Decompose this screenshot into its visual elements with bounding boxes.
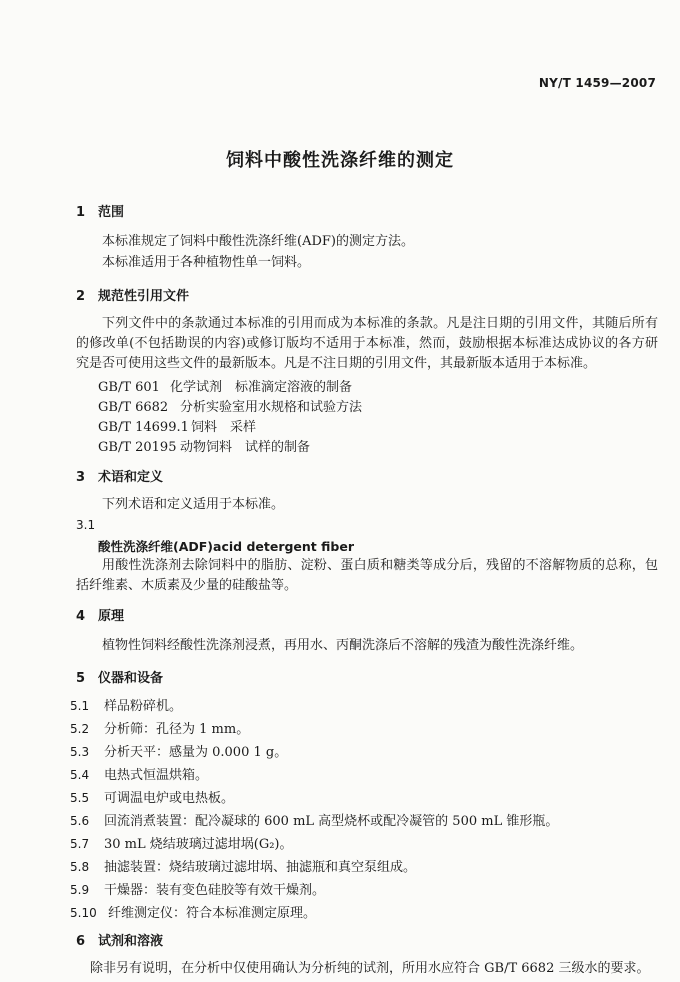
equipment-item [70, 764, 208, 783]
item-text: 回流消煮装置：配冷凝球的 600 mL 高型烧杯或配冷凝管的 500 mL 锥形瓶。 [104, 814, 559, 829]
equipment-item [70, 718, 249, 737]
term-heading: 酸性洗涤纤维(ADF)acid detergent fiber [98, 539, 354, 554]
equipment-item [70, 741, 287, 760]
subsection-number: 3.1 [76, 518, 96, 532]
section-5-heading [76, 667, 163, 686]
item-number: 5.9 [70, 883, 90, 897]
item-text: 抽滤装置：烧结玻璃过滤坩埚、抽滤瓶和真空泵组成。 [104, 860, 417, 875]
equipment-item [70, 833, 293, 852]
section-title: 试剂和溶液 [98, 934, 164, 949]
reagents-line: 除非另有说明，在分析中仅使用确认为分析纯的试剂，所用水应符合 GB/T 6682 三级水的要求。 [90, 961, 650, 976]
reference-code: GB/T 14699.1 [98, 420, 189, 435]
section-1-heading [76, 201, 124, 220]
normative-references-paragraph: 下列文件中的条款通过本标准的引用而成为本标准的条款。凡是注日期的引用文件，其随后所有的修改单(不包括勘误的内容)或修订版均不适用于本标准，然而，鼓励根据本标准达成协议的各方研究是否可使用这些文件的最新版本。凡是不注日期的引用文件，其最新版本适用于本标准。 [76, 316, 658, 371]
reference-item [98, 416, 256, 435]
reference-code: GB/T 20195 [98, 440, 177, 455]
item-text: 干燥器：装有变色硅胶等有效干燥剂。 [104, 883, 326, 898]
terms-intro-line: 下列术语和定义适用于本标准。 [102, 497, 285, 512]
item-text: 样品粉碎机。 [104, 699, 183, 714]
reference-code: GB/T 6682 [98, 400, 169, 415]
section-title: 范围 [98, 205, 125, 220]
item-text: 30 mL 烧结玻璃过滤坩埚(G₂)。 [104, 837, 293, 852]
section-number: 1 [76, 205, 86, 220]
item-number: 5.4 [70, 768, 90, 782]
equipment-item [70, 810, 558, 829]
scope-line-2: 本标准适用于各种植物性单一饲料。 [102, 255, 311, 270]
reference-name: 动物饲料 试样的制备 [180, 440, 311, 455]
reference-item [98, 376, 352, 395]
section-3-heading [76, 466, 163, 485]
equipment-item [70, 695, 182, 714]
section-number: 5 [76, 671, 86, 686]
item-number: 5.2 [70, 722, 90, 736]
reference-code: GB/T 601 [98, 380, 160, 395]
section-title: 术语和定义 [98, 470, 164, 485]
section-6-heading [76, 930, 163, 949]
item-number: 5.5 [70, 791, 90, 805]
equipment-item [70, 879, 325, 898]
reference-name: 化学试剂 标准滴定溶液的制备 [170, 380, 353, 395]
item-number: 5.8 [70, 860, 90, 874]
scope-line-1: 本标准规定了饲料中酸性洗涤纤维(ADF)的测定方法。 [102, 234, 414, 249]
standard-code: NY/T 1459—2007 [538, 76, 656, 90]
reference-item [98, 396, 362, 415]
item-number: 5.1 [70, 699, 90, 713]
reference-item [98, 436, 310, 455]
section-title: 规范性引用文件 [98, 289, 190, 304]
section-number: 4 [76, 609, 86, 624]
section-number: 6 [76, 934, 86, 949]
reference-name: 分析实验室用水规格和试验方法 [180, 400, 363, 415]
equipment-item [70, 856, 416, 875]
section-number: 3 [76, 470, 86, 485]
item-number: 5.3 [70, 745, 90, 759]
section-number: 2 [76, 289, 86, 304]
item-number: 5.10 [70, 906, 97, 920]
item-text: 电热式恒温烘箱。 [104, 768, 209, 783]
reference-name: 饲料 采样 [191, 420, 257, 435]
equipment-item [70, 902, 316, 921]
document-title: 饲料中酸性洗涤纤维的测定 [226, 150, 454, 171]
section-title: 仪器和设备 [98, 671, 164, 686]
item-text: 分析筛：孔径为 1 mm。 [104, 722, 250, 737]
term-definition: 用酸性洗涤剂去除饲料中的脂肪、淀粉、蛋白质和糖类等成分后，残留的不溶解物质的总称，包括纤维素、木质素及少量的硅酸盐等。 [76, 558, 658, 593]
section-title: 原理 [98, 609, 125, 624]
item-text: 纤维测定仪：符合本标准测定原理。 [108, 906, 317, 921]
section-4-heading [76, 605, 124, 624]
section-2-heading [76, 285, 189, 304]
principle-line: 植物性饲料经酸性洗涤剂浸煮，再用水、丙酮洗涤后不溶解的残渣为酸性洗涤纤维。 [102, 638, 584, 653]
equipment-item [70, 787, 234, 806]
item-text: 分析天平：感量为 0.000 1 g。 [104, 745, 288, 760]
item-number: 5.7 [70, 837, 90, 851]
item-text: 可调温电炉或电热板。 [104, 791, 235, 806]
item-number: 5.6 [70, 814, 90, 828]
